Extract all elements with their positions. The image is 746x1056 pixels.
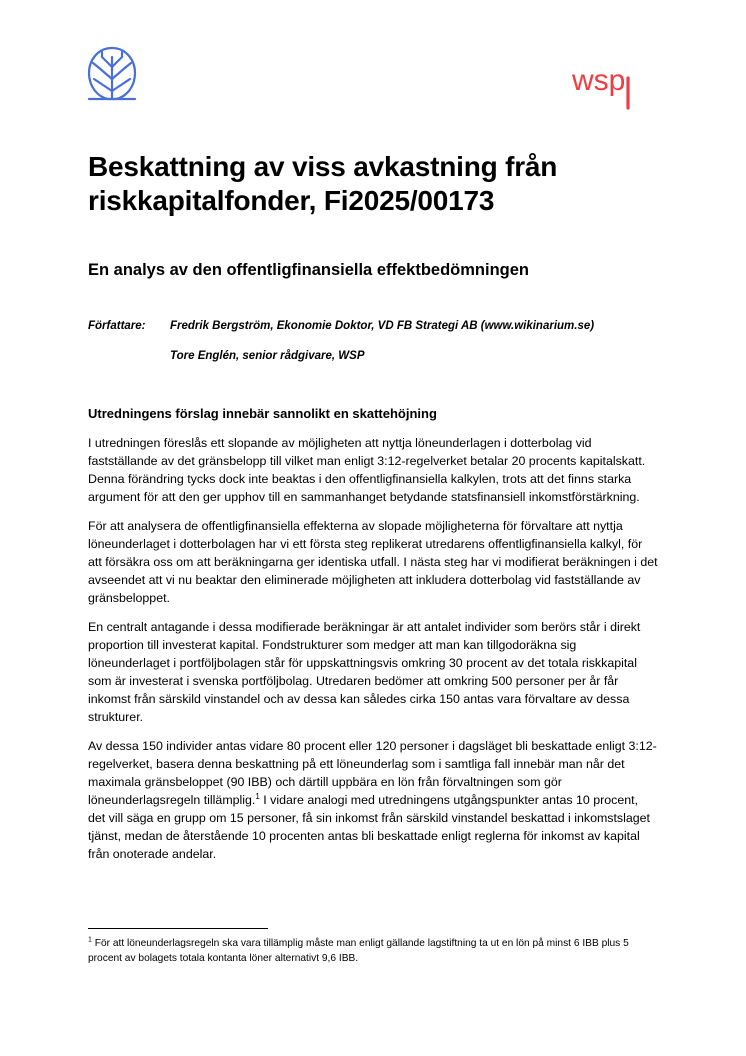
paragraph: För att analysera de offentligfinansiella effekterna av slopade möjligheterna för förvaltare att nyttja löneunderlaget i dotterbolagen har vi ett första steg replikerat utredarens offentligfinansiella kalkyl, för att försäkra oss om att beräkningarna ger identiska utfall. I nästa steg har vi modifierat beräkningen i det avseendet att vi nu beaktar den eliminerade möjligheten att inkludera dotterbolag vid fastställande av gränsbeloppet. <box>88 519 658 605</box>
wsp-logo-text: wsp <box>572 64 626 97</box>
paragraph <box>88 737 658 863</box>
section-heading: Utredningens förslag innebär sannolikt en skattehöjning <box>88 406 437 421</box>
author-line: Fredrik Bergström, Ekonomie Doktor, VD FB Strategi AB (www.wikinarium.se) <box>170 320 595 332</box>
paragraph-text: Av dessa 150 individer antas vidare 80 procent eller 120 personer i dagsläget bli beskattade enligt 3:12-regelverket, basera denna beskattning på ett löneunderlag som i samtliga fall innebär man når det maximala gränsbeloppet (90 IBB) och därtill uppbära en lön från förvaltningen som gör löneunderlagsregeln tillämplig. <box>88 739 657 807</box>
authors-label: Författare: <box>88 320 146 332</box>
paragraph: En centralt antagande i dessa modifierade beräkningar är att antalet individer som berörs står i direkt proportion till investerat kapital. Fondstrukturer som medger att man kan tillgodoräkna sig löneunderlaget i portföljbolagen står för uppskattningsvis omkring 30 procent av det totala riskkapital som är investerat i svenska portföljbolag. Utredaren bedömer att omkring 500 personer per år får inkomst från särskild vinstandel och av dessa kan således cirka 150 antas vara förvaltare av dessa strukturer. <box>88 620 641 724</box>
document-title: Beskattning av viss avkastning från riskkapitalfonder, Fi2025/00173 <box>88 151 558 216</box>
wsp-logo <box>570 64 660 110</box>
footnote-reference[interactable]: 1 <box>255 791 260 801</box>
author-line: Tore Englén, senior rådgivare, WSP <box>170 350 365 362</box>
paragraph: I utredningen föreslås ett slopande av möjligheten att nyttja löneunderlagen i dotterbolag vid fastställande av det gränsbelopp till vilket man enligt 3:12-regelverket betalar 20 procents kapitalskatt. Denna förändring tycks dock inte beaktas i den offentligfinansiella kalkylen, trots att det finns starka argument för att den ger upphov till en sammanhanget betydande statsfinansiell inkomstförstärkning. <box>88 436 646 504</box>
body-text <box>88 434 658 874</box>
paragraph-text: I vidare analogi med utredningens utgångspunkter antas 10 procent, det vill säga en grupp om 15 personer, få sin inkomst från särskild vinstandel beskattad i inkomstslaget tjänst, medan de återstående 10 procenten antas bli beskattade enligt reglerna för inkomst av kapital från onoterade andelar. <box>88 793 651 861</box>
footnote-number: 1 <box>88 936 92 944</box>
document-subtitle: En analys av den offentligfinansiella effektbedömningen <box>88 261 529 279</box>
footnote-text: För att löneunderlagsregeln ska vara tillämplig måste man enligt gällande lagstiftning ta ut en lön på minst 6 IBB plus 5 procent av bolagets totala kontanta löner alternativt 9,6 IBB. <box>88 938 629 964</box>
tree-logo-icon <box>86 45 138 107</box>
footnote <box>88 936 663 966</box>
footnote-divider <box>88 928 268 929</box>
